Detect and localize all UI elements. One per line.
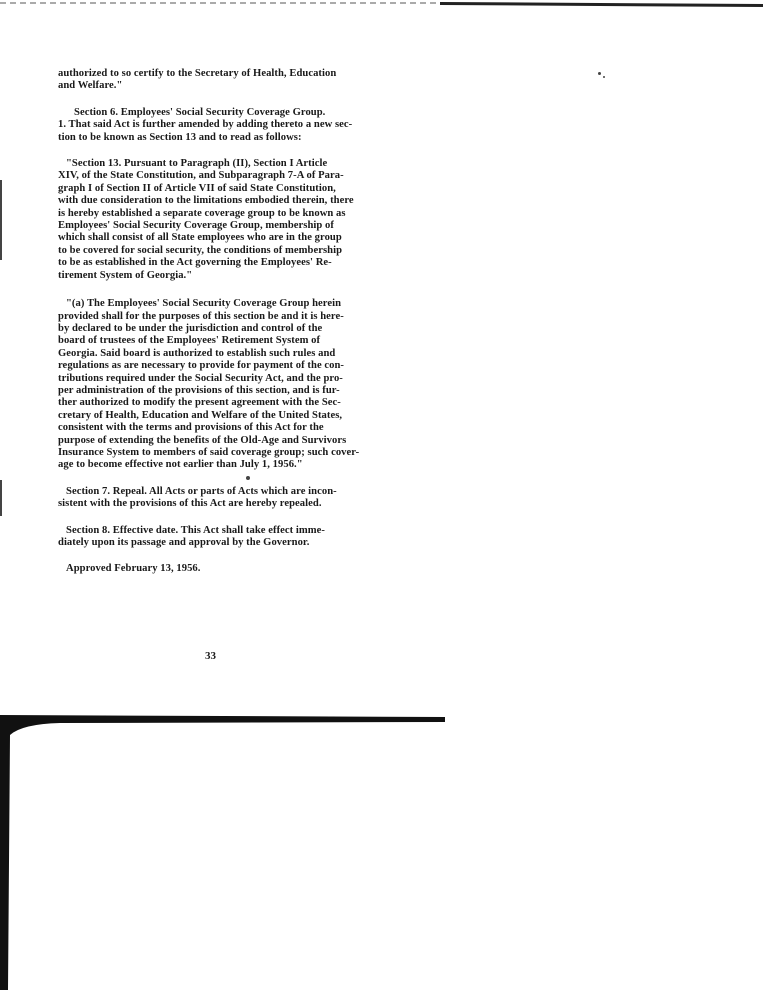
scan-speck (246, 476, 250, 480)
text-line: per administration of the provisions of this section, and is fur- (58, 384, 340, 396)
text-line: "(a) The Employees' Social Security Coverage Group herein (66, 298, 342, 310)
scan-speck (0, 480, 2, 516)
text-line: is hereby established a separate coverage group to be known as (58, 207, 346, 219)
text-line: graph I of Section II of Article VII of said State Constitution, (58, 182, 336, 194)
text-line: consistent with the terms and provisions of this Act for the (58, 422, 324, 434)
text-line: board of trustees of the Employees' Retirement System of (58, 335, 321, 347)
text-line: tirement System of Georgia." (58, 269, 193, 281)
text-line: diately upon its passage and approval by the Governor. (58, 537, 310, 548)
paragraph-1 (58, 68, 386, 93)
bottom-scan-edge (0, 705, 763, 990)
text-line: ther authorized to modify the present agreement with the Sec- (58, 397, 341, 409)
text-line: regulations as are necessary to provide for payment of the con- (58, 360, 345, 372)
scan-speck (598, 72, 601, 75)
text-line: XIV, of the State Constitution, and Subparagraph 7-A of Para- (58, 170, 344, 182)
text-line: Section 7. Repeal. All Acts or parts of Acts which are incon- (66, 485, 337, 497)
text-line: authorized to so certify to the Secretary of Health, Education (58, 68, 337, 79)
text-line: which shall consist of all State employees who are in the group (58, 232, 342, 244)
text-line: tion to be known as Section 13 and to read as follows: (58, 131, 302, 143)
approval-date: Approved February 13, 1956. (66, 563, 201, 575)
text-line: purpose of extending the benefits of the Old-Age and Survivors (58, 434, 347, 446)
section-8-paragraph (58, 525, 386, 550)
text-line: Section 8. Effective date. This Act shall take effect imme- (66, 524, 326, 536)
document-body (58, 68, 386, 576)
page-number: 33 (205, 650, 216, 662)
text-line: cretary of Health, Education and Welfare of the United States, (58, 409, 343, 421)
text-line: tributions required under the Social Security Act, and the pro- (58, 372, 343, 384)
text-line: with due consideration to the limitations embodied therein, there (58, 195, 354, 207)
text-line: age to become effective not earlier than July 1, 1956." (58, 459, 303, 471)
section-13-paragraph (58, 158, 386, 282)
text-line: to be as established in the Act governing the Employees' Re- (58, 257, 332, 269)
text-line: Employees' Social Security Coverage Group, membership of (58, 220, 334, 232)
approval-line (58, 563, 386, 575)
scan-speck (0, 180, 2, 260)
text-line: provided shall for the purposes of this section be and it is here- (58, 310, 344, 322)
scan-speck (603, 76, 605, 78)
text-line: Georgia. Said board is authorized to establish such rules and (58, 347, 336, 359)
text-line: 1. That said Act is further amended by adding thereto a new sec- (58, 119, 353, 131)
section-6-paragraph (58, 107, 386, 144)
text-line: and Welfare." (58, 80, 123, 92)
text-line: Insurance System to members of said coverage group; such cover- (58, 446, 360, 458)
top-scan-edge (0, 0, 763, 8)
text-line: sistent with the provisions of this Act are hereby repealed. (58, 498, 322, 510)
subsection-a-paragraph (58, 298, 386, 472)
section-7-paragraph (58, 486, 386, 511)
section-heading: Section 6. Employees' Social Security Coverage Group. (74, 106, 326, 118)
text-line: by declared to be under the jurisdiction and control of the (58, 322, 323, 334)
text-line: to be covered for social security, the conditions of membership (58, 244, 343, 256)
text-line: "Section 13. Pursuant to Paragraph (II), Section I Article (66, 158, 328, 170)
